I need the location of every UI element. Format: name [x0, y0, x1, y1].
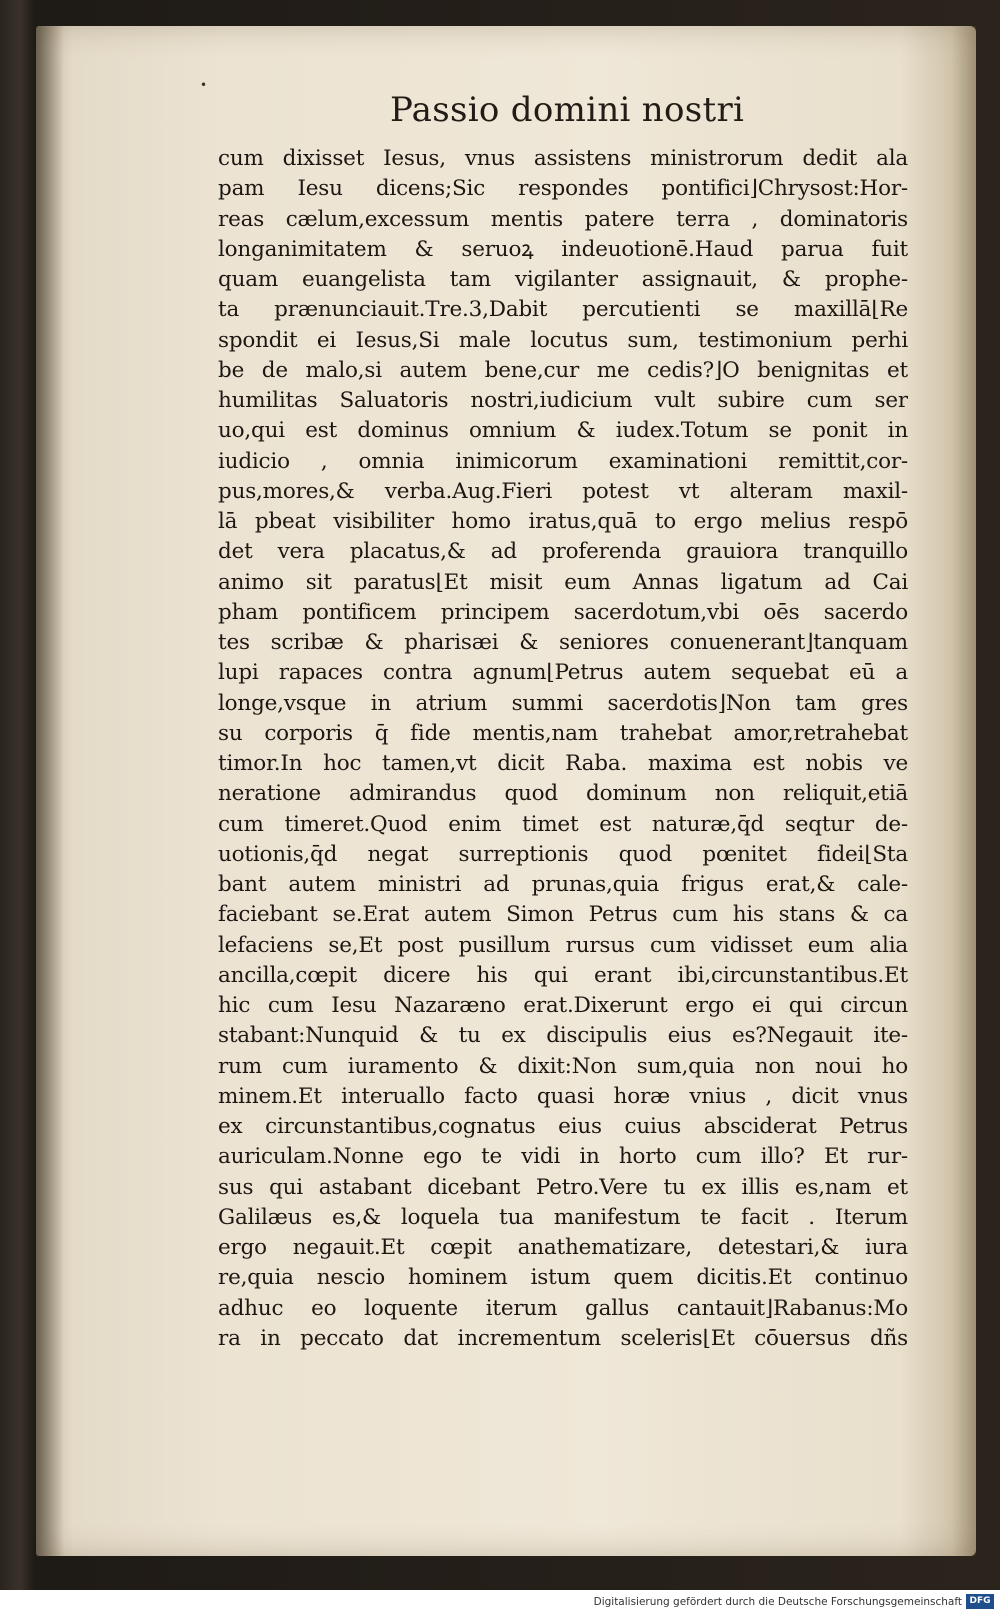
text-line: rum cum iuramento & dixit:Non sum,quia non noui ho — [218, 1053, 908, 1079]
text-line: cum dixisset Iesus, vnus assistens ministrorum dedit ala — [218, 146, 908, 171]
text-line: be de malo,si autem bene,cur me cedis?⌋O benignitas et — [218, 357, 908, 383]
text-line: uotionis,q̄d negat surreptionis quod pœnitet fidei⌊Sta — [218, 841, 908, 867]
text-line: animo sit paratus⌊Et misit eum Annas ligatum ad Cai — [218, 569, 908, 595]
text-line: hic cum Iesu Nazaræno erat.Dixerunt ergo ei qui circun — [218, 993, 908, 1018]
text-line: longanimitatem & seruoꝝ indeuotionē.Haud parua fuit — [218, 236, 908, 262]
text-line: re,quia nescio hominem istum quem dicitis.Et continuo — [218, 1265, 908, 1291]
text-line: pus,mores,& verba.Aug.Fieri potest vt alteram maxil- — [218, 478, 908, 504]
text-line: pam Iesu dicens;Sic respondes pontifici⌋Chrysost:Hor- — [218, 176, 908, 202]
text-line: spondit ei Iesus,Si male locutus sum, testimonium perhi — [218, 327, 908, 353]
text-line: lefaciens se,Et post pusillum rursus cum vidisset eum alia — [218, 932, 908, 958]
footer-credit: Digitalisierung gefördert durch die Deutsche Forschungsgemeinschaft — [593, 1596, 962, 1608]
text-line: iudicio , omnia inimicorum examinationi remittit,cor- — [218, 448, 908, 474]
text-line: timor.In hoc tamen,vt dicit Raba. maxima est nobis ve — [218, 751, 908, 776]
text-line: bant autem ministri ad prunas,quia frigus erat,& cale- — [218, 872, 908, 897]
text-line: ergo negauit.Et cœpit anathematizare, detestari,& iura — [218, 1235, 908, 1260]
running-head: Passio domini nostri — [390, 90, 745, 130]
margin-mark: • — [200, 78, 208, 92]
text-line: adhuc eo loquente iterum gallus cantauit⌋Rabanus:Mo — [218, 1295, 908, 1321]
page-edge — [952, 26, 976, 1556]
text-line: ancilla,cœpit dicere his qui erant ibi,circunstantibus.Et — [218, 962, 908, 988]
text-line: neratione admirandus quod dominum non reliquit,etiā — [218, 781, 908, 807]
text-line: lā pbeat visibiliter homo iratus,quā to ergo melius respō — [218, 509, 908, 534]
text-line: lupi rapaces contra agnum⌊Petrus autem sequebat eū a — [218, 660, 908, 686]
text-line: Galilæus es,& loquela tua manifestum te facit . Iterum — [218, 1204, 908, 1230]
text-line: minem.Et interuallo facto quasi horæ vnius , dicit vnus — [218, 1083, 908, 1109]
text-line: tes scribæ & pharisæi & seniores conuenerant⌋tanquam — [218, 630, 908, 655]
text-line: ra in peccato dat incrementum sceleris⌊Et cōuersus dñs — [218, 1325, 908, 1351]
text-line: su corporis q̄ fide mentis,nam trahebat amor,retrahebat — [218, 720, 908, 746]
text-line: uo,qui est dominus omnium & iudex.Totum se ponit in — [218, 418, 908, 444]
text-line: ta prænunciauit.Tre.3,Dabit percutienti se maxillā⌊Re — [218, 297, 908, 323]
text-line: stabant:Nunquid & tu ex discipulis eius es?Negauit ite- — [218, 1023, 908, 1049]
text-line: det vera placatus,& ad proferenda grauiora tranquillo — [218, 539, 908, 565]
text-line: reas cælum,excessum mentis patere terra , dominatoris — [218, 206, 908, 232]
text-line: ex circunstantibus,cognatus eius cuius absciderat Petrus — [218, 1114, 908, 1139]
text-line: faciebant se.Erat autem Simon Petrus cum his stans & ca — [218, 902, 908, 928]
text-line: cum timeret.Quod enim timet est naturæ,q̄d seqtur de- — [218, 811, 908, 837]
text-line: humilitas Saluatoris nostri,iudicium vult subire cum ser — [218, 388, 908, 413]
gutter-shadow — [36, 26, 64, 1556]
text-line: auriculam.Nonne ego te vidi in horto cum illo? Et rur- — [218, 1144, 908, 1170]
text-block — [218, 144, 908, 1354]
text-line: sus qui astabant dicebant Petro.Vere tu ex illis es,nam et — [218, 1174, 908, 1200]
text-line: longe,vsque in atrium summi sacerdotis⌋Non tam gres — [218, 690, 908, 716]
dfg-logo: DFG — [966, 1594, 994, 1609]
footer-bar — [0, 1590, 1000, 1615]
text-line: quam euangelista tam vigilanter assignauit, & prophe- — [218, 267, 908, 292]
text-line: pham pontificem principem sacerdotum,vbi oēs sacerdo — [218, 599, 908, 625]
